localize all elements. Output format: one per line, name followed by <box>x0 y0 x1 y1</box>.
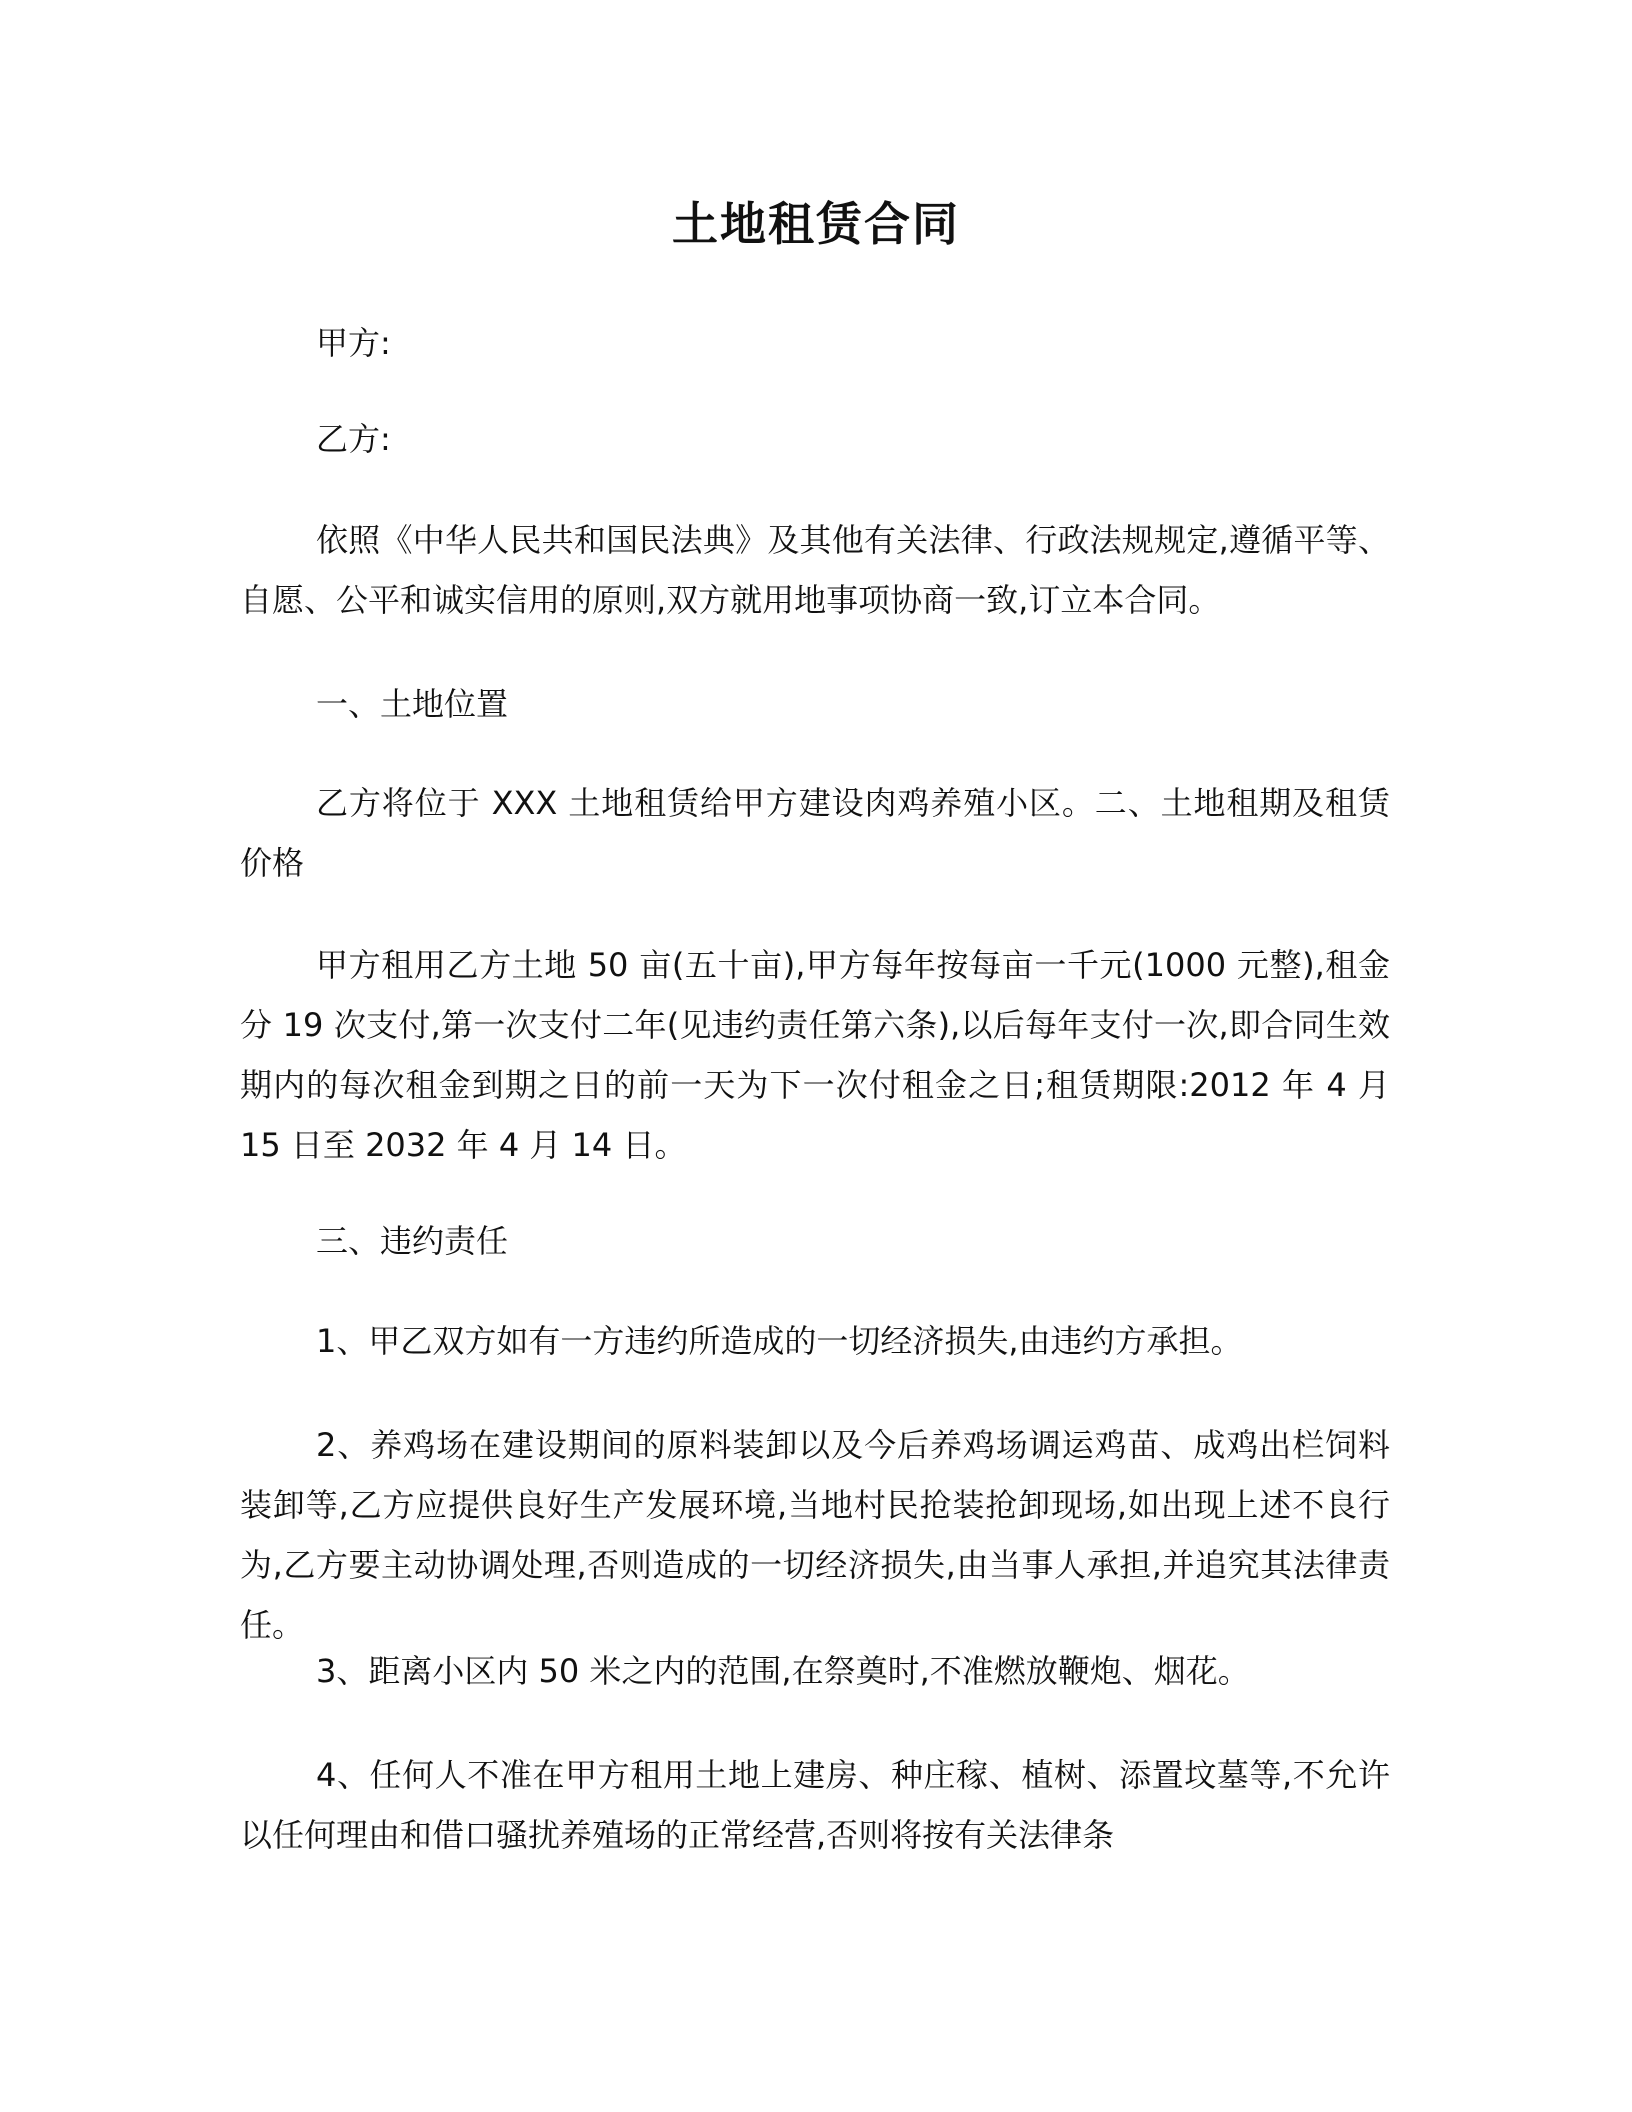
section-2-body: 甲方租用乙方土地 50 亩(五十亩),甲方每年按每亩一千元(1000 元整),租金分 19 次支付,第一次支付二年(见违约责任第六条),以后每年支付一次,即合同生效期内的每次租金到期之日的前一天为下一次付租金之日;租赁期限:2012 年 4 月 15 日至 2032 年 4 月 14 日。 <box>240 946 1390 1164</box>
section-1-heading: 一、土地位置 <box>316 685 509 723</box>
clause-2: 2、养鸡场在建设期间的原料装卸以及今后养鸡场调运鸡苗、成鸡出栏饲料装卸等,乙方应提供良好生产发展环境,当地村民抢装抢卸现场,如出现上述不良行为,乙方要主动协调处理,否则造成的一切经济损失,由当事人承担,并追究其法律责任。 <box>240 1426 1390 1644</box>
document-title: 土地租赁合同 <box>672 197 960 251</box>
section-3-heading: 三、违约责任 <box>316 1222 509 1260</box>
section-1-body: 乙方将位于 XXX 土地租赁给甲方建设肉鸡养殖小区。二、土地租期及租赁价格 <box>240 784 1390 882</box>
party-a-label: 甲方: <box>316 324 391 362</box>
preamble-paragraph: 依照《中华人民共和国民法典》及其他有关法律、行政法规规定,遵循平等、自愿、公平和诚实信用的原则,双方就用地事项协商一致,订立本合同。 <box>240 521 1390 619</box>
party-b-label: 乙方: <box>316 420 391 458</box>
clause-3: 3、距离小区内 50 米之内的范围,在祭奠时,不准燃放鞭炮、烟花。 <box>316 1652 1250 1690</box>
clause-4: 4、任何人不准在甲方租用土地上建房、种庄稼、植树、添置坟墓等,不允许以任何理由和借口骚扰养殖场的正常经营,否则将按有关法律条 <box>240 1756 1390 1854</box>
clause-1: 1、甲乙双方如有一方违约所造成的一切经济损失,由违约方承担。 <box>316 1322 1243 1360</box>
